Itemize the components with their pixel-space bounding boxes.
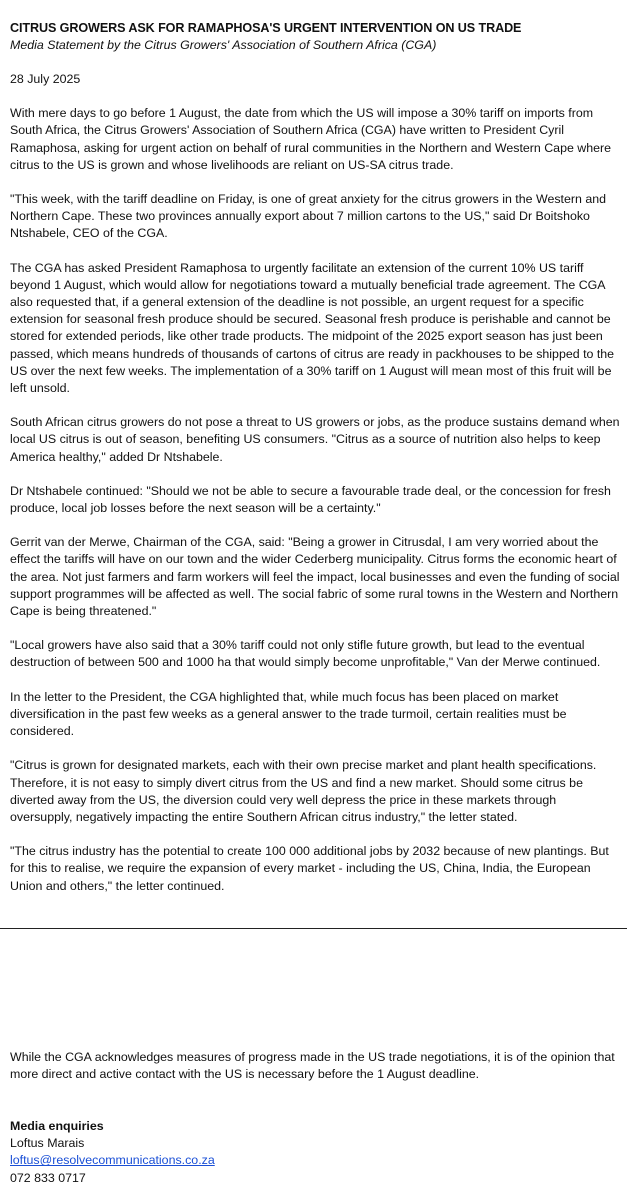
paragraph-jobs-potential: "The citrus industry has the potential to create 100 000 additional jobs by 2032 because of new plantings. But for this to realise, we require the expansion of every market - including the US, China, India, the European Union and others," the letter continued. <box>10 844 609 893</box>
page-divider <box>0 928 627 929</box>
release-date: 28 July 2025 <box>10 72 81 86</box>
paragraph-local-growers: "Local growers have also said that a 30% tariff could not only stifle future growth, but lead to the eventual destruction of between 500 and 1000 ha that would simply become unprofitable," Van der Merwe continued. <box>10 638 601 670</box>
media-enquiries-heading: Media enquiries <box>10 1119 104 1133</box>
paragraph-quote-ceo: "This week, with the tariff deadline on Friday, is one of great anxiety for the citrus growers in the Western and Northern Cape. These two provinces annually export about 7 million cartons to the US," said Dr Boitshoko Ntshabele, CEO of the CGA. <box>10 192 607 241</box>
paragraph-ceo-continued: Dr Ntshabele continued: "Should we not be able to secure a favourable trade deal, or the concession for fresh produce, local job losses before the next season will be a certainty." <box>10 483 611 516</box>
document-title: CITRUS GROWERS ASK FOR RAMAPHOSA'S URGENT INTERVENTION ON US TRADE <box>10 21 522 35</box>
media-enquiries <box>10 1118 622 1187</box>
paragraph-chairman-quote: Gerrit van der Merwe, Chairman of the CGA, said: "Being a grower in Citrusdal, I am very worried about the effect the tariffs will have on our town and the wider Cederberg municipality. Citrus forms the economic heart of the area. Not just farmers and farm workers will feel the impact, local businesses and even the funding of social support programmes will be affected as well. The social fabric of some rural towns in the Western and Northern Cape is being threatened." <box>10 535 620 619</box>
contact-phone: 072 833 0717 <box>10 1170 86 1185</box>
contact-email-line <box>10 1152 622 1169</box>
contact-name: Loftus Marais <box>10 1136 85 1151</box>
paragraph-letter-highlight: In the letter to the President, the CGA highlighted that, while much focus has been placed on market diversification in the past few weeks as a general answer to the trade turmoil, certain realities must be considered. <box>10 689 567 739</box>
contact-email-link[interactable]: loftus@resolvecommunications.co.za <box>10 1153 215 1168</box>
paragraph-closing: While the CGA acknowledges measures of progress made in the US trade negotiations, it is of the opinion that more direct and active contact with the US is necessary before the 1 August deadline. <box>10 1050 615 1082</box>
paragraph-no-threat: South African citrus growers do not pose a threat to US growers or jobs, as the produce sustains demand when local US citrus is out of season, benefiting US consumers. "Citrus as a source of nutrition also helps to keep America healthy," added Dr Ntshabele. <box>10 415 620 464</box>
paragraph-tariff-extension: The CGA has asked President Ramaphosa to urgently facilitate an extension of the current 10% US tariff beyond 1 August, which would allow for negotiations toward a mutually beneficial trade agreement. The CGA also requested that, if a general extension of the deadline is not possible, an urgent request for a specific extension for seasonal fresh produce should be secured. Seasonal fresh produce is perishable and cannot be stored for extended periods, like other trade products. The midpoint of the 2025 export season has just been passed, which means hundreds of thousands of cartons of citrus are ready in packhouses to be shipped to the US over the next few weeks. The implementation of a 30% tariff on 1 August will mean most of this fruit will be left unsold. <box>10 260 615 396</box>
press-release-body <box>10 20 622 895</box>
paragraph-intro: With mere days to go before 1 August, the date from which the US will impose a 30% tariff on imports from South Africa, the Citrus Growers' Association of Southern Africa (CGA) have written to President Cyril Ramaphosa, asking for urgent action on behalf of rural communities in the Northern and Western Cape where citrus to the US is grown and whose livelihoods are reliant on US-SA citrus trade. <box>10 106 612 172</box>
closing-section <box>10 1049 622 1083</box>
paragraph-designated-markets: "Citrus is grown for designated markets, each with their own precise market and plant health specifications. Therefore, it is not easy to simply divert citrus from the US and find a new market. Should some citrus be diverted away from the US, the diversion could very well depress the price in these markets through oversupply, negatively impacting the entire Southern African citrus industry," the letter stated. <box>10 758 597 824</box>
document-subtitle: Media Statement by the Citrus Growers' Association of Southern Africa (CGA) <box>10 38 437 52</box>
